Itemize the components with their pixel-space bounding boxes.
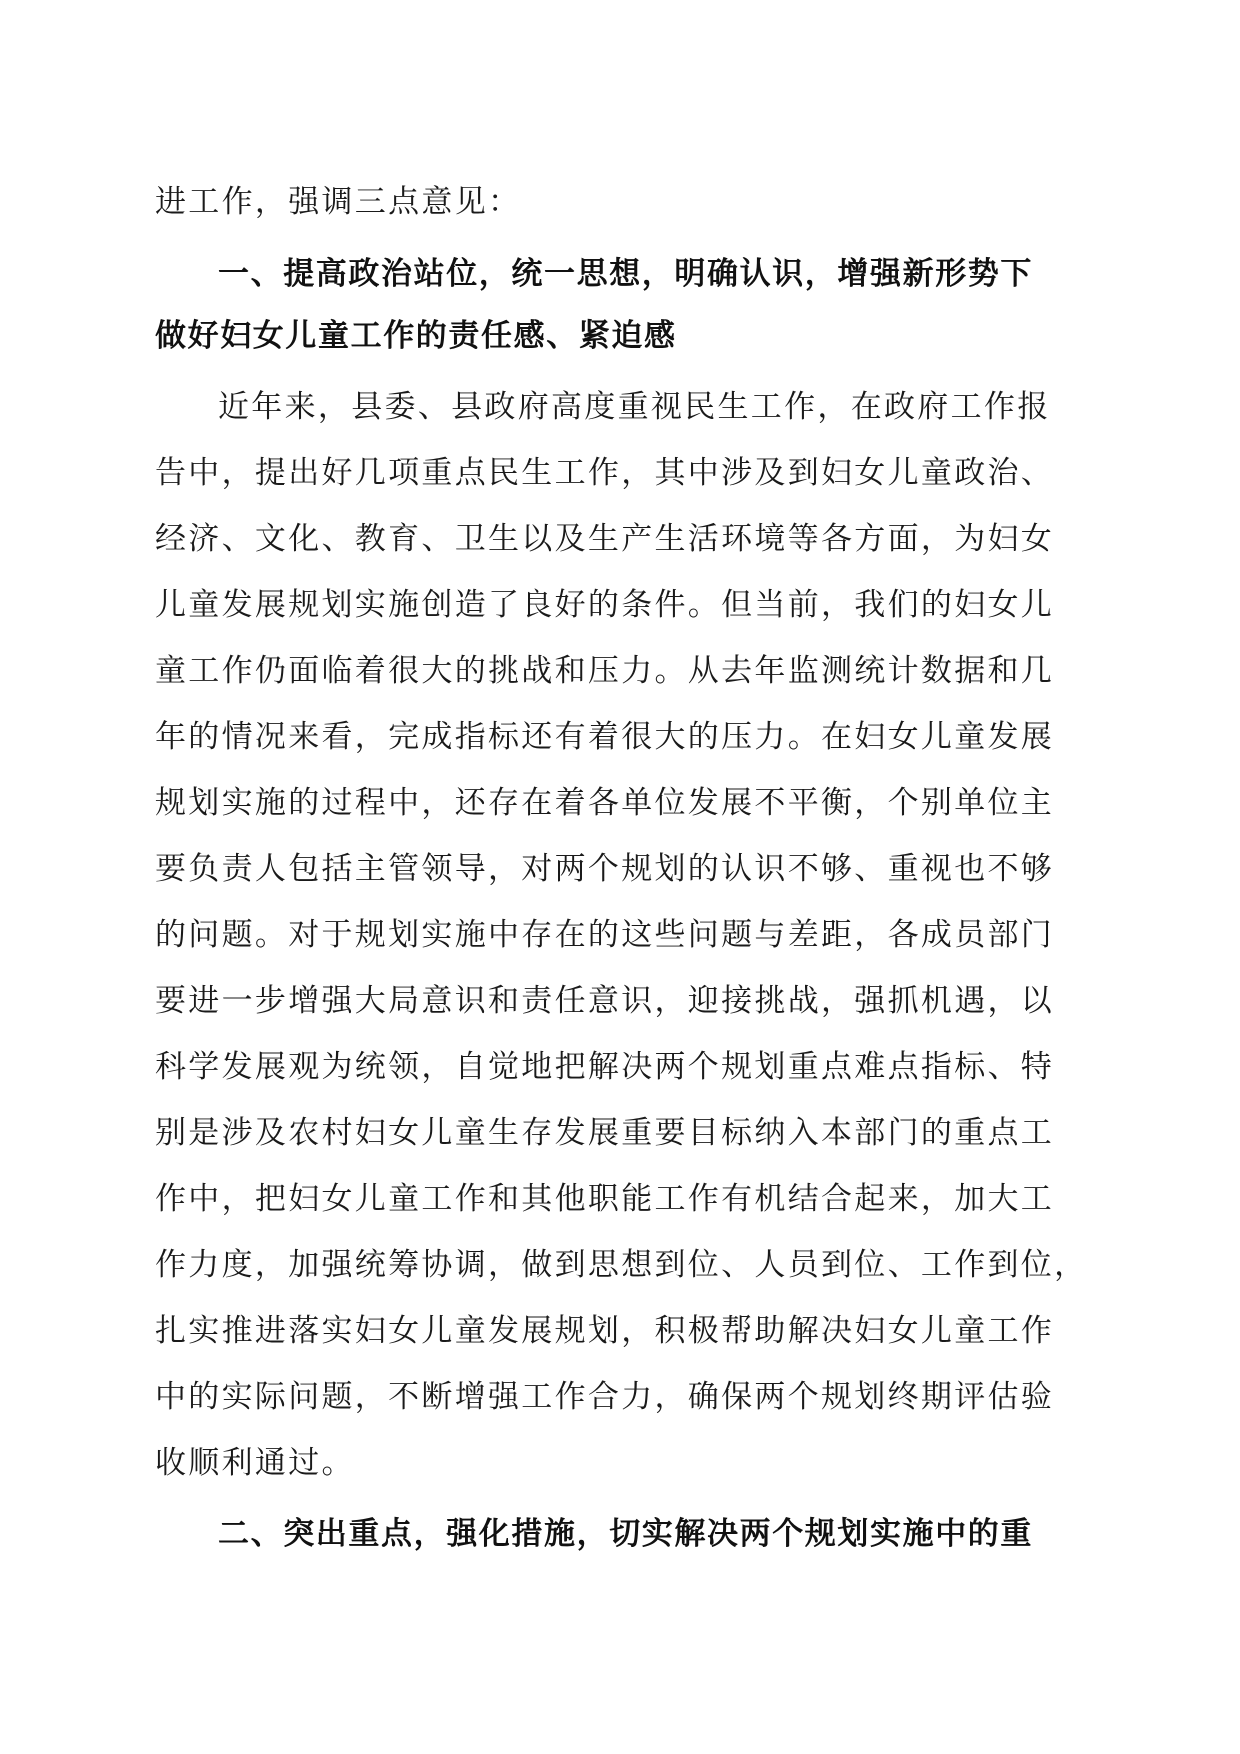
intro-line: 进工作，强调三点意见： — [155, 184, 522, 220]
paragraph-line: 的问题。对于规划实施中存在的这些问题与差距，各成员部门 — [155, 917, 1055, 953]
paragraph-line: 要进一步增强大局意识和责任意识，迎接挑战，强抓机遇，以 — [155, 983, 1055, 1019]
paragraph-line: 作力度，加强统筹协调，做到思想到位、人员到位、工作到位， — [155, 1247, 1088, 1283]
paragraph-line: 告中，提出好几项重点民生工作，其中涉及到妇女儿童政治、 — [155, 455, 1055, 491]
heading-1-line-2: 做好妇女儿童工作的责任感、紧迫感 — [155, 318, 677, 354]
paragraph-line: 经济、文化、教育、卫生以及生产生活环境等各方面，为妇女 — [155, 521, 1055, 557]
paragraph-line: 要负责人包括主管领导，对两个规划的认识不够、重视也不够 — [155, 851, 1055, 887]
paragraph-line: 扎实推进落实妇女儿童发展规划，积极帮助解决妇女儿童工作 — [155, 1313, 1055, 1349]
paragraph-line: 年的情况来看，完成指标还有着很大的压力。在妇女儿童发展 — [155, 719, 1055, 755]
paragraph-line: 童工作仍面临着很大的挑战和压力。从去年监测统计数据和几 — [155, 653, 1055, 689]
paragraph-line: 中的实际问题，不断增强工作合力，确保两个规划终期评估验 — [155, 1379, 1055, 1415]
paragraph-line: 科学发展观为统领，自觉地把解决两个规划重点难点指标、特 — [155, 1049, 1055, 1085]
paragraph-line: 规划实施的过程中，还存在着各单位发展不平衡，个别单位主 — [155, 785, 1055, 821]
paragraph-line: 近年来，县委、县政府高度重视民生工作，在政府工作报 — [218, 389, 1051, 425]
heading-1-line-1: 一、提高政治站位，统一思想，明确认识，增强新形势下 — [218, 256, 1033, 292]
paragraph-line: 收顺利通过。 — [155, 1445, 355, 1481]
paragraph-line: 作中，把妇女儿童工作和其他职能工作有机结合起来，加大工 — [155, 1181, 1055, 1217]
paragraph-line: 儿童发展规划实施创造了良好的条件。但当前，我们的妇女儿 — [155, 587, 1055, 623]
paragraph-line: 别是涉及农村妇女儿童生存发展重要目标纳入本部门的重点工 — [155, 1115, 1055, 1151]
heading-2-line-1: 二、突出重点，强化措施，切实解决两个规划实施中的重 — [218, 1516, 1033, 1552]
